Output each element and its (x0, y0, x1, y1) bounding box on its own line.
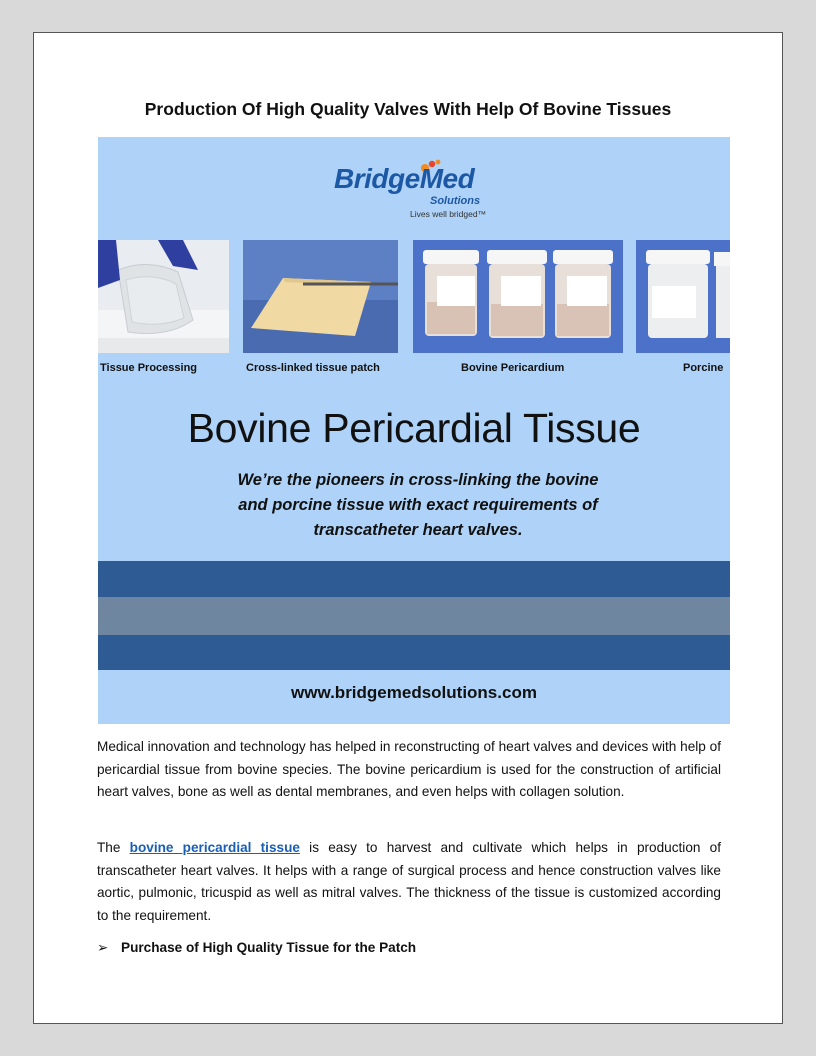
photo-label: Porcine (683, 362, 724, 374)
photo-label: Cross-linked tissue patch (246, 362, 380, 374)
bovine-pericardial-tissue-link[interactable]: bovine pericardial tissue (129, 840, 300, 855)
logo-wordmark: BridgeMed (334, 163, 475, 194)
promo-banner-image (98, 137, 730, 724)
arrow-bullet-icon: ➢ (97, 940, 109, 955)
photo-tissue-processing (98, 240, 229, 353)
banner-stripe-dark (98, 561, 730, 597)
bullet-item (97, 940, 416, 956)
banner-stripe-gray (98, 597, 730, 635)
bridgemed-logo (334, 159, 504, 223)
photo-porcine (636, 240, 730, 353)
paragraph-harvest: The bovine pericardial tissue is easy to harvest and cultivate which helps in production of transcatheter heart valves. It helps with a range of surgical process and hence construction valves like aortic, pulmonic, tricuspid as well as mitral valves. The thickness of the tissue is customized according to the requirement. (97, 840, 721, 923)
logo-solutions: Solutions (430, 195, 481, 207)
document-page (33, 32, 783, 1024)
document-title: Production Of High Quality Valves With Help Of Bovine Tissues (144, 99, 672, 119)
banner-website-url: www.bridgemedsolutions.com (291, 683, 537, 702)
bullet-text: Purchase of High Quality Tissue for the Patch (121, 940, 417, 955)
photo-bovine-pericardium (413, 240, 623, 353)
photo-label: Bovine Pericardium (461, 362, 565, 374)
photo-label: Tissue Processing (100, 362, 198, 374)
photo-cross-linked-patch (243, 240, 398, 353)
banner-heading: Bovine Pericardial Tissue (187, 405, 641, 451)
banner-tagline: We’re the pioneers in cross-linking the bovine and porcine tissue with exact requirements of transcatheter heart valves. (237, 471, 599, 539)
banner-stripe-dark (98, 635, 730, 670)
paragraph-intro: Medical innovation and technology has helped in reconstructing of heart valves and devices with help of pericardial tissue from bovine species. The bovine pericardium is used for the construction of artificial heart valves, bone as well as dental membranes, and even helps with collagen solution. (97, 739, 721, 799)
logo-tagline: Lives well bridged™ (410, 209, 487, 219)
